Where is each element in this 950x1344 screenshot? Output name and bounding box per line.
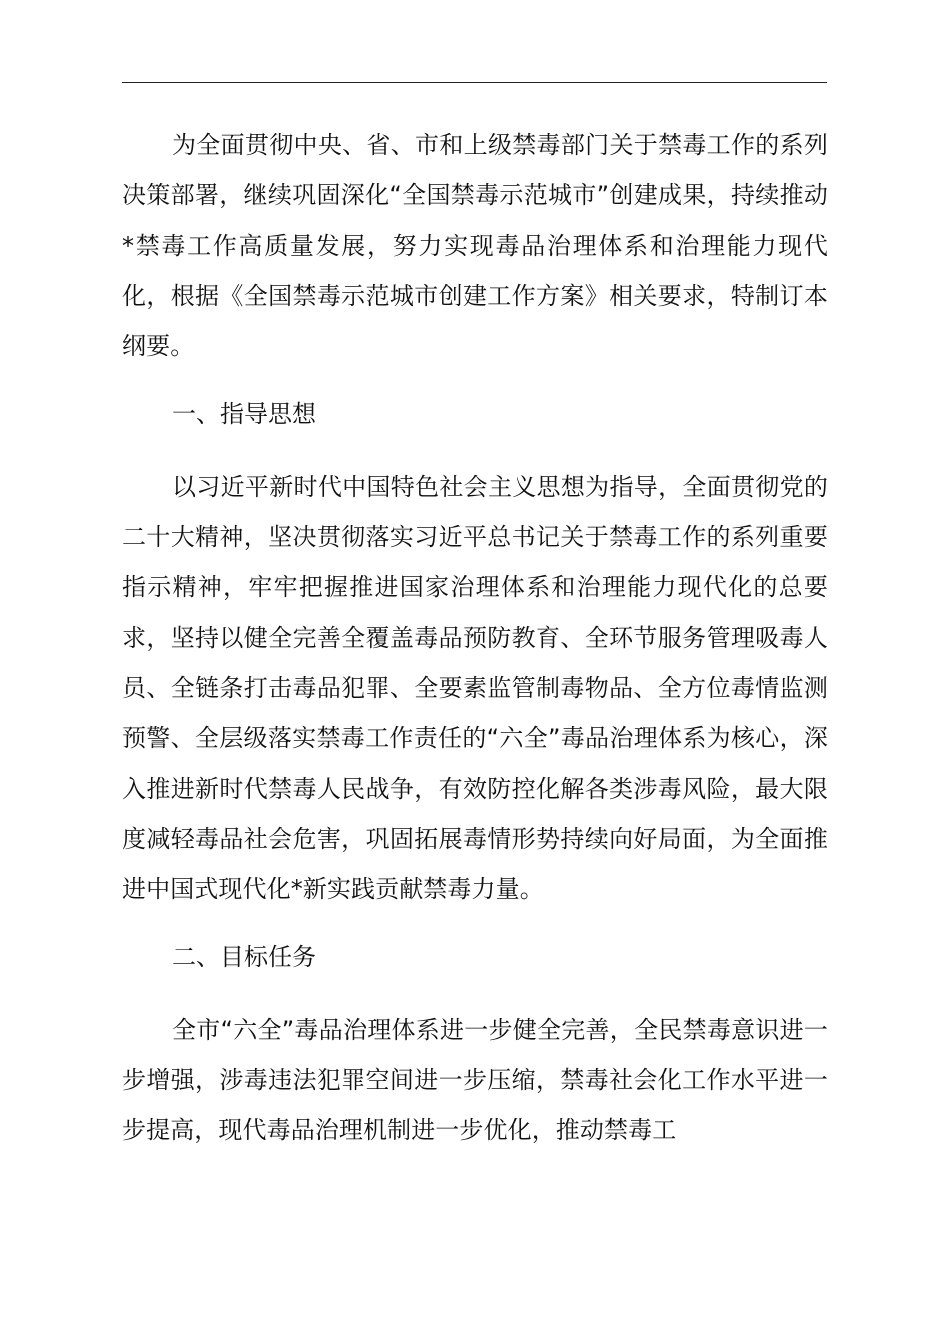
section-2-heading: 二、目标任务: [172, 943, 316, 972]
section-2-paragraph: 全市“六全”毒品治理体系进一步健全完善，全民禁毒意识进一步增强，涉毒违法犯罪空间进一步压缩，禁毒社会化工作水平进一步提高，现代毒品治理机制进一步优化，推动禁毒工: [122, 1015, 828, 1145]
document-body: [122, 120, 828, 1156]
intro-paragraph: 为全面贯彻中央、省、市和上级禁毒部门关于禁毒工作的系列决策部署，继续巩固深化“全国禁毒示范城市”创建成果，持续推动*禁毒工作高质量发展，努力实现毒品治理体系和治理能力现代化，根据《全国禁毒示范城市创建工作方案》相关要求，特制订本纲要。: [122, 131, 828, 361]
section-1-paragraph: 以习近平新时代中国特色社会主义思想为指导，全面贯彻党的二十大精神，坚决贯彻落实习近平总书记关于禁毒工作的系列重要指示精神，牢牢把握推进国家治理体系和治理能力现代化的总要求，坚持以健全完善全覆盖毒品预防教育、全环节服务管理吸毒人员、全链条打击毒品犯罪、全要素监管制毒物品、全方位毒情监测预警、全层级落实禁毒工作责任的“六全”毒品治理体系为核心，深入推进新时代禁毒人民战争，有效防控化解各类涉毒风险，最大限度减轻毒品社会危害，巩固拓展毒情形势持续向好局面，为全面推进中国式现代化*新实践贡献禁毒力量。: [122, 472, 828, 904]
section-1-heading: 一、指导思想: [172, 400, 316, 429]
header-rule: [122, 82, 827, 83]
